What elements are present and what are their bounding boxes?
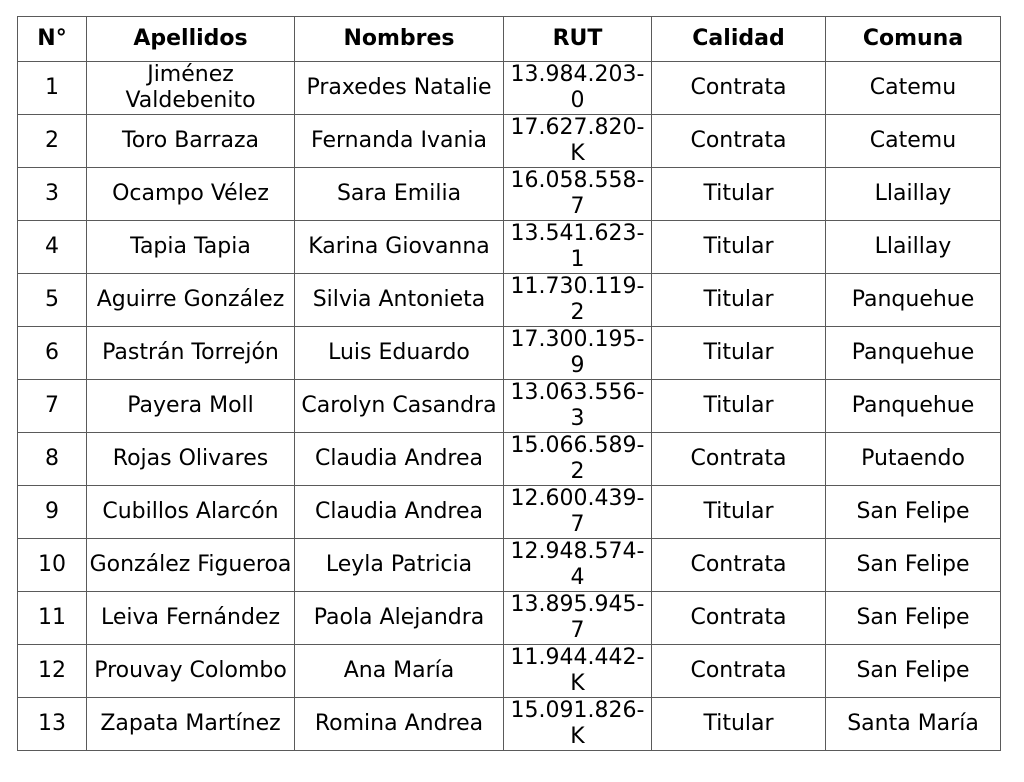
cell-calidad: Contrata [652, 62, 826, 115]
cell-nombres: Paola Alejandra [295, 592, 504, 645]
cell-rut: 16.058.558-7 [504, 168, 652, 221]
cell-number: 7 [18, 380, 87, 433]
cell-rut: 15.091.826-K [504, 698, 652, 751]
cell-calidad: Titular [652, 221, 826, 274]
cell-rut: 11.944.442-K [504, 645, 652, 698]
cell-nombres: Ana María [295, 645, 504, 698]
cell-rut: 12.600.439-7 [504, 486, 652, 539]
cell-number: 9 [18, 486, 87, 539]
cell-nombres: Praxedes Natalie [295, 62, 504, 115]
table-row [18, 645, 1001, 698]
header-apellidos: Apellidos [87, 17, 295, 62]
cell-calidad: Titular [652, 486, 826, 539]
table-body [18, 62, 1001, 751]
cell-number: 5 [18, 274, 87, 327]
header-number: N° [18, 17, 87, 62]
cell-comuna: San Felipe [826, 592, 1001, 645]
cell-apellidos: Leiva Fernández [87, 592, 295, 645]
cell-number: 3 [18, 168, 87, 221]
cell-number: 11 [18, 592, 87, 645]
cell-nombres: Romina Andrea [295, 698, 504, 751]
table-row [18, 62, 1001, 115]
table-row [18, 592, 1001, 645]
cell-calidad: Titular [652, 327, 826, 380]
header-calidad: Calidad [652, 17, 826, 62]
cell-rut: 13.895.945-7 [504, 592, 652, 645]
cell-apellidos: Ocampo Vélez [87, 168, 295, 221]
table-row [18, 539, 1001, 592]
cell-nombres: Carolyn Casandra [295, 380, 504, 433]
cell-apellidos: Payera Moll [87, 380, 295, 433]
header-comuna: Comuna [826, 17, 1001, 62]
cell-comuna: Catemu [826, 62, 1001, 115]
cell-rut: 17.627.820-K [504, 115, 652, 168]
table-row [18, 327, 1001, 380]
cell-calidad: Titular [652, 380, 826, 433]
table-row [18, 433, 1001, 486]
personnel-table [17, 16, 1001, 751]
cell-comuna: Panquehue [826, 380, 1001, 433]
cell-rut: 13.984.203-0 [504, 62, 652, 115]
cell-comuna: Llaillay [826, 168, 1001, 221]
cell-apellidos: Rojas Olivares [87, 433, 295, 486]
cell-number: 1 [18, 62, 87, 115]
cell-calidad: Contrata [652, 592, 826, 645]
table-row [18, 486, 1001, 539]
header-nombres: Nombres [295, 17, 504, 62]
cell-apellidos: Tapia Tapia [87, 221, 295, 274]
cell-comuna: Panquehue [826, 327, 1001, 380]
cell-apellidos: Pastrán Torrejón [87, 327, 295, 380]
cell-apellidos: Prouvay Colombo [87, 645, 295, 698]
header-row [18, 17, 1001, 62]
cell-comuna: San Felipe [826, 486, 1001, 539]
cell-number: 12 [18, 645, 87, 698]
table-row [18, 168, 1001, 221]
cell-calidad: Contrata [652, 539, 826, 592]
cell-number: 10 [18, 539, 87, 592]
cell-number: 2 [18, 115, 87, 168]
cell-comuna: San Felipe [826, 539, 1001, 592]
table-header [18, 17, 1001, 62]
cell-number: 8 [18, 433, 87, 486]
cell-rut: 13.063.556-3 [504, 380, 652, 433]
table-row [18, 274, 1001, 327]
cell-calidad: Contrata [652, 645, 826, 698]
cell-nombres: Leyla Patricia [295, 539, 504, 592]
cell-nombres: Claudia Andrea [295, 486, 504, 539]
cell-apellidos: González Figueroa [87, 539, 295, 592]
cell-nombres: Luis Eduardo [295, 327, 504, 380]
header-rut: RUT [504, 17, 652, 62]
cell-nombres: Sara Emilia [295, 168, 504, 221]
cell-number: 6 [18, 327, 87, 380]
cell-number: 4 [18, 221, 87, 274]
table-row [18, 115, 1001, 168]
cell-rut: 13.541.623-1 [504, 221, 652, 274]
cell-comuna: Panquehue [826, 274, 1001, 327]
table-row [18, 380, 1001, 433]
cell-comuna: Santa María [826, 698, 1001, 751]
cell-apellidos: Toro Barraza [87, 115, 295, 168]
table-row [18, 221, 1001, 274]
cell-rut: 15.066.589-2 [504, 433, 652, 486]
cell-calidad: Titular [652, 274, 826, 327]
cell-nombres: Silvia Antonieta [295, 274, 504, 327]
cell-comuna: Llaillay [826, 221, 1001, 274]
cell-rut: 12.948.574-4 [504, 539, 652, 592]
cell-rut: 11.730.119-2 [504, 274, 652, 327]
cell-apellidos: Aguirre González [87, 274, 295, 327]
cell-apellidos: Zapata Martínez [87, 698, 295, 751]
cell-nombres: Fernanda Ivania [295, 115, 504, 168]
cell-apellidos: Cubillos Alarcón [87, 486, 295, 539]
cell-comuna: Putaendo [826, 433, 1001, 486]
cell-nombres: Claudia Andrea [295, 433, 504, 486]
cell-calidad: Contrata [652, 433, 826, 486]
cell-apellidos: Jiménez Valdebenito [87, 62, 295, 115]
cell-comuna: Catemu [826, 115, 1001, 168]
table-row [18, 698, 1001, 751]
cell-rut: 17.300.195-9 [504, 327, 652, 380]
cell-calidad: Titular [652, 698, 826, 751]
cell-number: 13 [18, 698, 87, 751]
cell-nombres: Karina Giovanna [295, 221, 504, 274]
cell-calidad: Contrata [652, 115, 826, 168]
cell-comuna: San Felipe [826, 645, 1001, 698]
cell-calidad: Titular [652, 168, 826, 221]
